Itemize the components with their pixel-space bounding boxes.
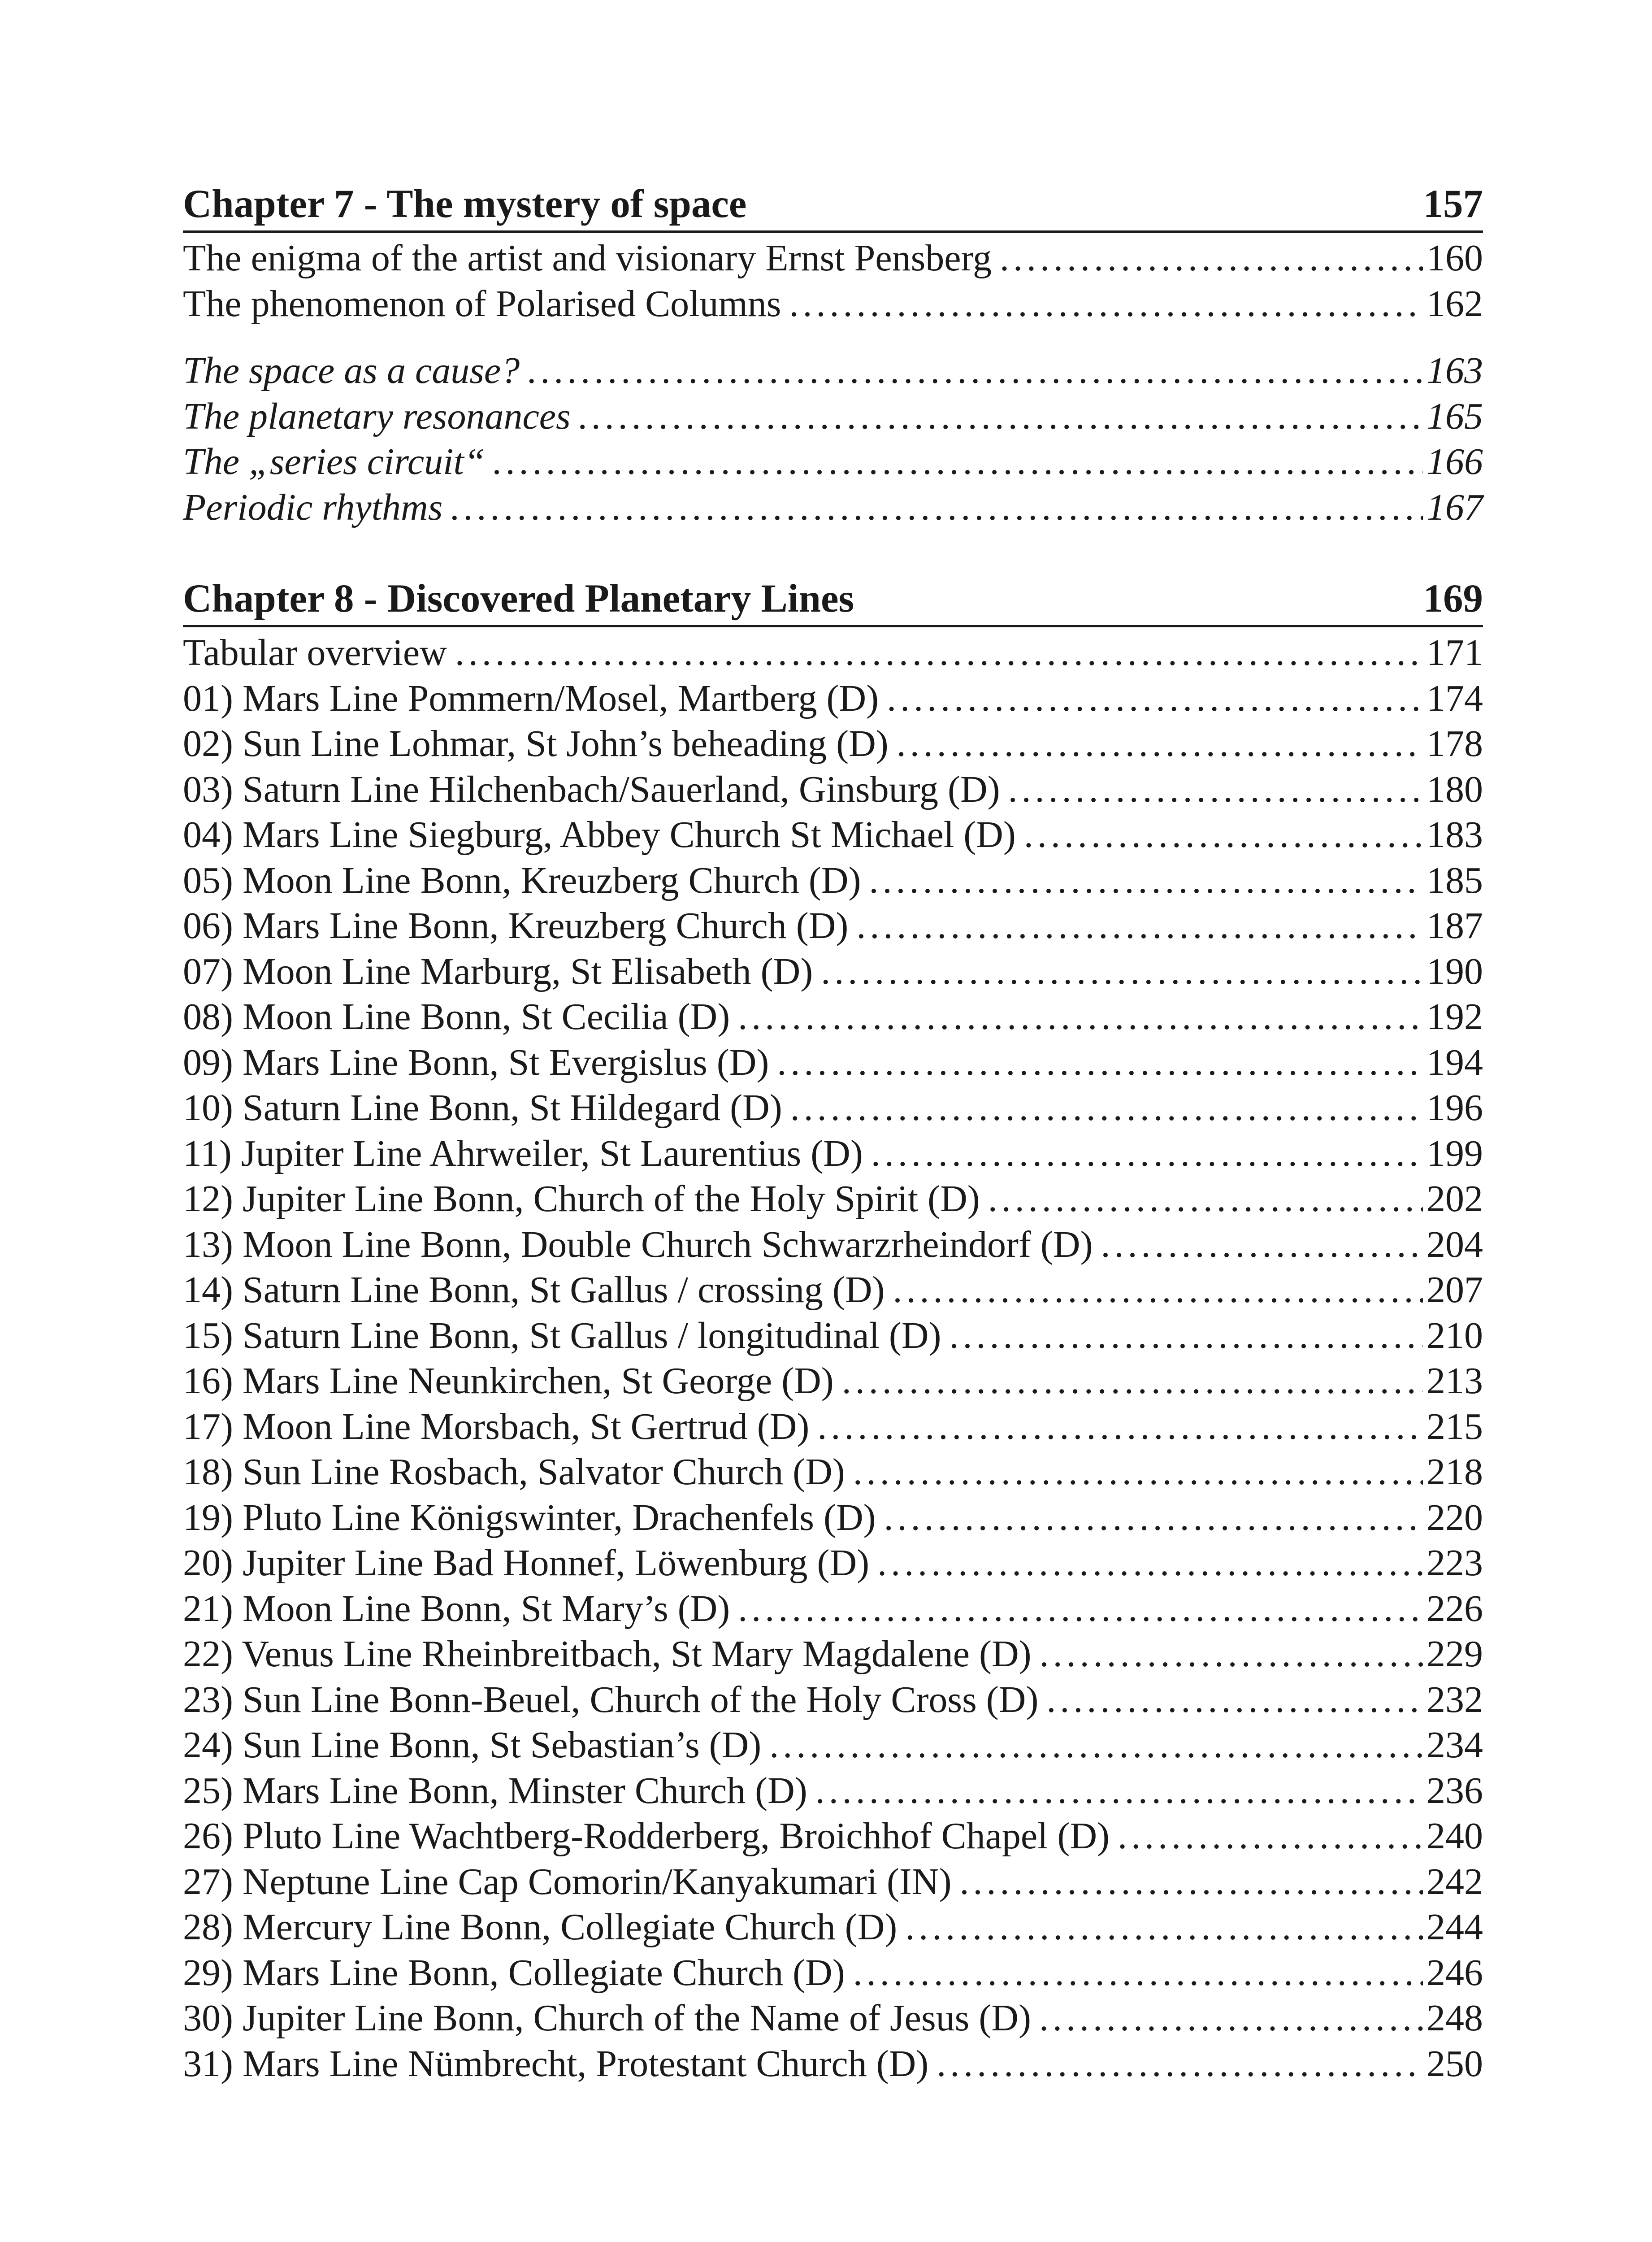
dot-leader	[869, 858, 1423, 904]
toc-entry-title: 20) Jupiter Line Bad Honnef, Löwenburg (D)	[183, 1542, 870, 1584]
toc-entry[interactable]	[183, 676, 1483, 721]
dot-leader	[884, 1495, 1423, 1541]
toc-entry-title: 06) Mars Line Bonn, Kreuzberg Church (D)	[183, 905, 849, 947]
toc-entry[interactable]	[183, 1950, 1483, 1996]
toc-entry-page-number: 204	[1427, 1223, 1483, 1265]
toc-entry-page-number: 187	[1427, 905, 1483, 947]
toc-entry-title: 05) Moon Line Bonn, Kreuzberg Church (D)	[183, 859, 861, 901]
toc-entry-page-number: 215	[1427, 1405, 1483, 1447]
chapter-title: Chapter 7 - The mystery of space	[183, 182, 747, 226]
toc-entry-page-number: 210	[1427, 1314, 1483, 1356]
toc-entry-page-number: 213	[1427, 1360, 1483, 1402]
toc-entry[interactable]	[183, 1904, 1483, 1950]
dot-leader	[769, 1722, 1423, 1768]
dot-leader	[815, 1768, 1423, 1814]
toc-entry-title: 26) Pluto Line Wachtberg-Rodderberg, Broichhof Chapel (D)	[183, 1815, 1110, 1857]
toc-entry-title: The enigma of the artist and visionary Ernst Pensberg	[183, 237, 992, 279]
toc-entry[interactable]	[183, 1222, 1483, 1268]
toc-entry-title: The space as a cause?	[183, 350, 520, 391]
toc-entry-page-number: 236	[1427, 1769, 1483, 1812]
toc-entry-page-number: 223	[1427, 1542, 1483, 1584]
toc-entry[interactable]	[183, 1813, 1483, 1859]
toc-entry-page-number: 226	[1427, 1587, 1483, 1629]
toc-entry[interactable]	[183, 994, 1483, 1040]
toc-entry[interactable]	[183, 1768, 1483, 1814]
toc-entry[interactable]	[183, 1631, 1483, 1677]
toc-entry-title: The planetary resonances	[183, 395, 571, 437]
toc-entry[interactable]	[183, 1540, 1483, 1586]
toc-entry-title: 13) Moon Line Bonn, Double Church Schwarzrheindorf (D)	[183, 1223, 1093, 1265]
dot-leader	[777, 1040, 1423, 1086]
toc-entry-title: 29) Mars Line Bonn, Collegiate Church (D)	[183, 1951, 845, 1994]
toc-entry-title: 15) Saturn Line Bonn, St Gallus / longitudinal (D)	[183, 1314, 941, 1356]
toc-entry-title: 02) Sun Line Lohmar, St John’s beheading (D)	[183, 723, 889, 765]
toc-entry[interactable]	[183, 281, 1483, 327]
dot-leader	[960, 1859, 1423, 1905]
toc-entry-title: 24) Sun Line Bonn, St Sebastian’s (D)	[183, 1724, 762, 1766]
toc-entry[interactable]	[183, 348, 1483, 394]
toc-entry[interactable]	[183, 439, 1483, 485]
chapter-section	[183, 574, 1483, 2086]
toc-entry-page-number: 199	[1427, 1132, 1483, 1174]
toc-entry-page-number: 162	[1427, 282, 1483, 325]
toc-entry[interactable]	[183, 949, 1483, 995]
chapter-heading[interactable]	[183, 574, 1483, 627]
toc-entry[interactable]	[183, 1495, 1483, 1541]
toc-entry-title: 18) Sun Line Rosbach, Salvator Church (D)	[183, 1451, 845, 1493]
dot-leader	[905, 1904, 1423, 1950]
toc-entry-title: Tabular overview	[183, 632, 447, 673]
toc-entry[interactable]	[183, 858, 1483, 904]
toc-entry-page-number: 163	[1427, 350, 1483, 391]
toc-entry-title: 16) Mars Line Neunkirchen, St George (D)	[183, 1360, 834, 1402]
toc-entry-page-number: 180	[1427, 768, 1483, 810]
dot-leader	[738, 994, 1423, 1040]
toc-entry-title: 22) Venus Line Rheinbreitbach, St Mary Magdalene (D)	[183, 1633, 1032, 1675]
dot-leader	[579, 394, 1423, 439]
toc-entry-title: 27) Neptune Line Cap Comorin/Kanyakumari (IN)	[183, 1860, 952, 1903]
dot-leader	[877, 1540, 1423, 1586]
toc-entry-page-number: 165	[1427, 395, 1483, 437]
dot-leader	[1118, 1813, 1423, 1859]
toc-entry-page-number: 185	[1427, 859, 1483, 901]
toc-entry-title: The phenomenon of Polarised Columns	[183, 282, 781, 325]
toc-entry-page-number: 246	[1427, 1951, 1483, 1994]
toc-entry-title: 30) Jupiter Line Bonn, Church of the Name of Jesus (D)	[183, 1997, 1031, 2039]
toc-entry-page-number: 192	[1427, 996, 1483, 1038]
dot-leader	[871, 1131, 1423, 1177]
toc-entry[interactable]	[183, 394, 1483, 439]
toc-entry-page-number: 244	[1427, 1906, 1483, 1948]
toc-entry[interactable]	[183, 1995, 1483, 2041]
dot-leader	[1039, 1995, 1423, 2041]
dot-leader	[1008, 767, 1423, 813]
toc-entry[interactable]	[183, 1176, 1483, 1222]
table-of-contents	[183, 179, 1483, 2086]
toc-entry-title: 31) Mars Line Nümbrecht, Protestant Church (D)	[183, 2042, 929, 2085]
toc-entry-page-number: 248	[1427, 1997, 1483, 2039]
toc-entry-page-number: 207	[1427, 1269, 1483, 1311]
toc-entry-title: 21) Moon Line Bonn, St Mary’s (D)	[183, 1587, 730, 1629]
toc-entry-page-number: 166	[1427, 441, 1483, 482]
toc-entry-title: 19) Pluto Line Königswinter, Drachenfels (D)	[183, 1496, 876, 1538]
chapter-spacer	[183, 530, 1483, 574]
toc-entry-title: 09) Mars Line Bonn, St Evergislus (D)	[183, 1041, 769, 1083]
toc-entry[interactable]	[183, 235, 1483, 281]
toc-entry-page-number: 240	[1427, 1815, 1483, 1857]
toc-entry-title: 03) Saturn Line Hilchenbach/Sauerland, Ginsburg (D)	[183, 768, 1000, 810]
toc-entry-page-number: 178	[1427, 723, 1483, 765]
dot-leader	[451, 485, 1423, 530]
toc-entry[interactable]	[183, 1040, 1483, 1086]
dot-leader	[853, 1449, 1423, 1495]
toc-entry-title: 25) Mars Line Bonn, Minster Church (D)	[183, 1769, 807, 1812]
toc-entry-title: Periodic rhythms	[183, 486, 443, 528]
dot-leader	[789, 281, 1423, 327]
toc-entry[interactable]	[183, 767, 1483, 813]
toc-entry[interactable]	[183, 1722, 1483, 1768]
dot-leader	[897, 721, 1423, 767]
chapter-page-number: 169	[1423, 577, 1483, 621]
toc-entry[interactable]	[183, 1131, 1483, 1177]
dot-leader	[842, 1358, 1423, 1404]
toc-entry-title: 23) Sun Line Bonn-Beuel, Church of the Holy Cross (D)	[183, 1678, 1039, 1721]
toc-entry-title: 10) Saturn Line Bonn, St Hildegard (D)	[183, 1087, 782, 1129]
dot-leader	[1000, 235, 1423, 281]
toc-entry-title: 12) Jupiter Line Bonn, Church of the Holy Spirit (D)	[183, 1178, 980, 1220]
dot-leader	[493, 439, 1423, 485]
toc-entry-title: The „series circuit“	[183, 441, 485, 482]
toc-entry[interactable]	[183, 1358, 1483, 1404]
toc-entry-page-number: 196	[1427, 1087, 1483, 1129]
toc-entry-page-number: 229	[1427, 1633, 1483, 1675]
toc-entry-page-number: 190	[1427, 950, 1483, 992]
dot-leader	[1046, 1677, 1423, 1723]
toc-entry[interactable]	[183, 1404, 1483, 1450]
toc-entry[interactable]	[183, 1859, 1483, 1905]
toc-entry[interactable]	[183, 1677, 1483, 1723]
dot-leader	[856, 903, 1423, 949]
dot-leader	[528, 348, 1423, 394]
chapter-page-number: 157	[1423, 182, 1483, 226]
dot-leader	[1024, 812, 1423, 858]
toc-entry[interactable]	[183, 1267, 1483, 1313]
dot-leader	[937, 2041, 1423, 2087]
toc-entry-page-number: 220	[1427, 1496, 1483, 1538]
chapter-heading[interactable]	[183, 179, 1483, 233]
toc-entry[interactable]	[183, 485, 1483, 530]
toc-entry-page-number: 218	[1427, 1451, 1483, 1493]
toc-entry[interactable]	[183, 2041, 1483, 2087]
toc-entry-page-number: 194	[1427, 1041, 1483, 1083]
toc-body	[183, 179, 1483, 2086]
dot-leader	[988, 1176, 1423, 1222]
dot-leader	[738, 1586, 1423, 1632]
toc-entry[interactable]	[183, 812, 1483, 858]
toc-entry[interactable]	[183, 1449, 1483, 1495]
toc-entry-page-number: 202	[1427, 1178, 1483, 1220]
toc-entry[interactable]	[183, 721, 1483, 767]
toc-entry[interactable]	[183, 630, 1483, 676]
toc-entry-title: 08) Moon Line Bonn, St Cecilia (D)	[183, 996, 730, 1038]
toc-entry[interactable]	[183, 1586, 1483, 1632]
toc-entry-title: 14) Saturn Line Bonn, St Gallus / crossing (D)	[183, 1269, 885, 1311]
toc-entry[interactable]	[183, 903, 1483, 949]
dot-leader	[887, 676, 1423, 721]
dot-leader	[817, 1404, 1423, 1450]
toc-entry-title: 17) Moon Line Morsbach, St Gertrud (D)	[183, 1405, 810, 1447]
group-spacer	[183, 326, 1483, 348]
chapter-title: Chapter 8 - Discovered Planetary Lines	[183, 577, 854, 621]
toc-entry-page-number: 232	[1427, 1678, 1483, 1721]
toc-entry-page-number: 174	[1427, 677, 1483, 719]
toc-entry-page-number: 171	[1427, 632, 1483, 673]
toc-entry-page-number: 160	[1427, 237, 1483, 279]
dot-leader	[455, 630, 1423, 676]
dot-leader	[1040, 1631, 1423, 1677]
dot-leader	[950, 1313, 1423, 1359]
dot-leader	[1101, 1222, 1423, 1268]
toc-entry-page-number: 234	[1427, 1724, 1483, 1766]
toc-entry-page-number: 250	[1427, 2042, 1483, 2085]
toc-entry[interactable]	[183, 1313, 1483, 1359]
toc-entry-page-number: 183	[1427, 814, 1483, 856]
toc-entry-title: 07) Moon Line Marburg, St Elisabeth (D)	[183, 950, 813, 992]
toc-entry-title: 01) Mars Line Pommern/Mosel, Martberg (D)	[183, 677, 879, 719]
dot-leader	[790, 1085, 1423, 1131]
dot-leader	[893, 1267, 1423, 1313]
toc-entry-title: 11) Jupiter Line Ahrweiler, St Laurentius (D)	[183, 1132, 863, 1174]
toc-entry-title: 28) Mercury Line Bonn, Collegiate Church (D)	[183, 1906, 898, 1948]
toc-entry-page-number: 242	[1427, 1860, 1483, 1903]
dot-leader	[853, 1950, 1423, 1996]
toc-entry[interactable]	[183, 1085, 1483, 1131]
toc-entry-title: 04) Mars Line Siegburg, Abbey Church St Michael (D)	[183, 814, 1016, 856]
chapter-section	[183, 179, 1483, 530]
dot-leader	[821, 949, 1423, 995]
toc-entry-page-number: 167	[1427, 486, 1483, 528]
